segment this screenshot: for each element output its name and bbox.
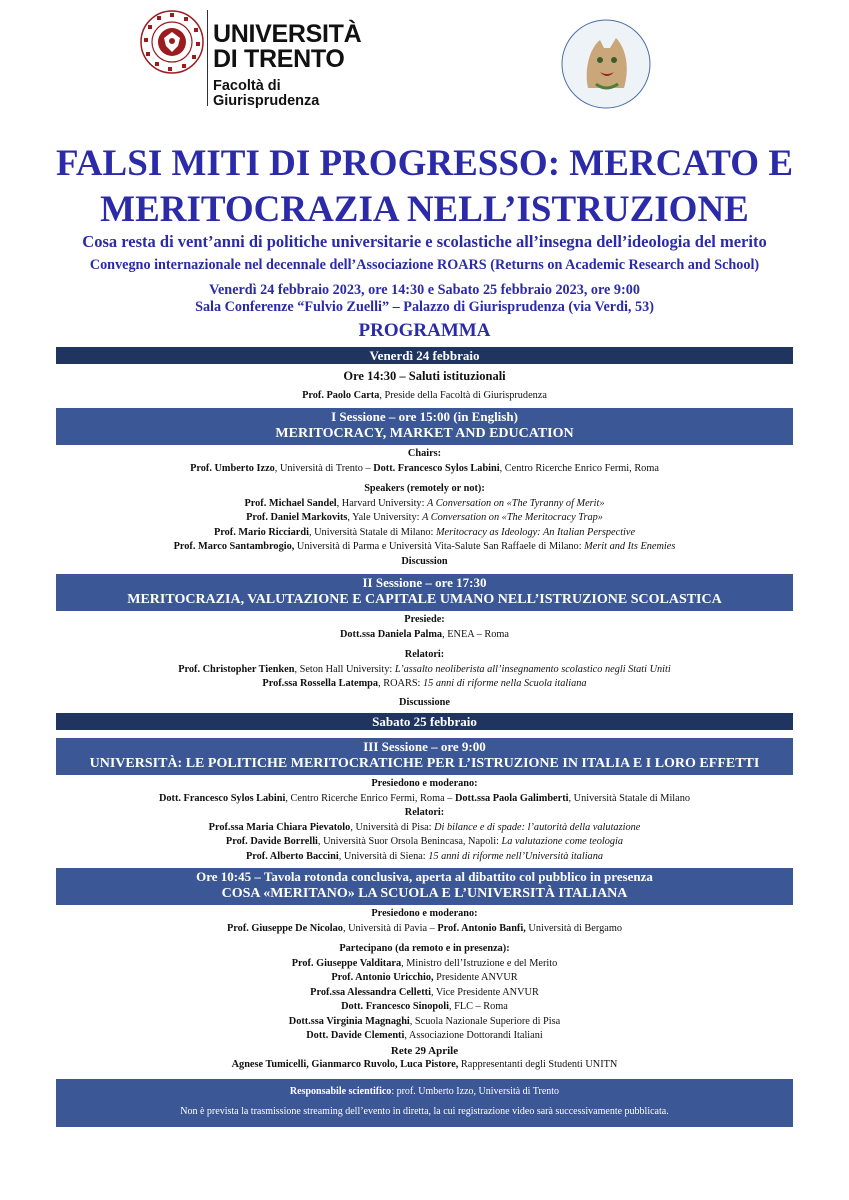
discussion-text: Discussion	[401, 555, 448, 567]
session3-speakers-label	[0, 806, 849, 821]
event-dates-venue	[0, 282, 849, 316]
chair2-aff: , Centro Ricerche Enrico Fermi, Roma	[499, 462, 659, 474]
university-seal-icon	[140, 10, 204, 74]
speaker-row	[0, 821, 849, 836]
session1-chairs-label	[0, 447, 849, 462]
speaker-row	[0, 835, 849, 850]
event-title	[20, 141, 829, 233]
day1-bar: Venerdì 24 febbraio	[56, 347, 793, 364]
roundtable-title: COSA «MERITANO» LA SCUOLA E L’UNIVERSITÀ ITALIANA	[221, 886, 628, 901]
saluti-speaker-role: , Preside della Facoltà di Giurisprudenza	[379, 390, 547, 401]
saluti-speaker	[0, 389, 849, 404]
chair2-aff: Università di Bergamo	[525, 922, 622, 934]
saluti-block	[0, 368, 849, 404]
session1-speakers-label	[0, 482, 849, 497]
speaker-name: Prof. Alberto Baccini	[245, 850, 339, 862]
speaker-name: Prof. Daniel Markovits	[246, 512, 348, 523]
speaker-talk: 15 anni di riforme nell’Università italiana	[428, 850, 604, 862]
speakers-label-text: Relatori:	[404, 649, 445, 660]
participant-aff: , Scuola Nazionale Superiore di Pisa	[409, 1015, 561, 1027]
session2-discussion	[0, 696, 849, 711]
faculty-name	[213, 79, 319, 109]
chair1-aff: , Università di Pavia –	[342, 922, 438, 934]
session2-chair-label	[0, 613, 849, 628]
chair2-name: Prof. Antonio Banfi,	[437, 922, 526, 934]
students-aff: Rappresentanti degli Studenti UNITN	[458, 1059, 618, 1070]
session1-chairs	[0, 462, 849, 477]
speaker-talk: A Conversation on «The Meritocracy Trap»	[422, 512, 603, 523]
session1-time: I Sessione – ore 15:00 (in English)	[331, 409, 518, 424]
session3-time: III Sessione – ore 9:00	[363, 739, 486, 754]
speaker-talk: Di bilance e di spade: l’autorità della valutazione	[434, 821, 641, 833]
roundtable-bar	[56, 868, 793, 905]
speaker-talk: Merit and Its Enemies	[584, 541, 676, 552]
speakers-label-text: Speakers (remotely or not):	[364, 483, 485, 494]
speaker-name: Prof.ssa Maria Chiara Pievatolo	[208, 821, 351, 833]
speaker-name: Prof. Michael Sandel	[244, 497, 337, 509]
event-subtitle: Cosa resta di vent’anni di politiche universitarie e scolastiche all’insegna dell’ideologia del merito	[82, 232, 767, 251]
session2-time: II Sessione – ore 17:30	[362, 575, 487, 590]
roundtable-chair-label	[0, 907, 849, 922]
footer-resp-label: Responsabile scientifico	[289, 1086, 392, 1097]
header	[0, 0, 849, 140]
rete-label	[0, 1044, 849, 1059]
speaker-aff: , Harvard University:	[336, 497, 428, 509]
speaker-name: Prof. Mario Ricciardi	[213, 526, 309, 538]
programma-heading: PROGRAMMA	[358, 320, 491, 341]
faculty-name-line2: Giurisprudenza	[213, 93, 320, 109]
participant-name: Prof. Antonio Uricchio,	[331, 972, 434, 983]
speaker-row	[0, 497, 849, 512]
session1-discussion	[0, 555, 849, 570]
footer-resp-value: : prof. Umberto Izzo, Università di Trento	[391, 1086, 560, 1097]
speaker-aff: Università di Parma e Università Vita-Salute San Raffaele di Milano:	[294, 541, 585, 552]
speaker-aff: , Yale University:	[347, 512, 423, 523]
chair-label-text: Presiedono e moderano:	[371, 908, 478, 919]
roundtable-content	[0, 907, 849, 1073]
speaker-aff: , ROARS:	[378, 678, 423, 689]
session1-title: MERITOCRACY, MARKET AND EDUCATION	[275, 426, 574, 441]
session1-content	[0, 447, 849, 569]
chair-name: Dott.ssa Daniela Palma	[339, 628, 443, 640]
students-names: Agnese Tumicelli, Gianmarco Ruvolo, Luca Pistore,	[231, 1059, 459, 1070]
roundtable-chairs	[0, 922, 849, 937]
speaker-aff: , Seton Hall University:	[294, 663, 395, 675]
students-row	[0, 1058, 849, 1073]
speaker-name: Prof. Marco Santambrogio,	[173, 541, 295, 552]
chair-label-text: Presiede:	[404, 614, 445, 625]
session2-content	[0, 613, 849, 710]
speaker-name: Prof. Christopher Tienken	[178, 663, 295, 675]
session2-chair	[0, 628, 849, 643]
speaker-aff: , Università di Pisa:	[350, 821, 435, 833]
session3-chair-label	[0, 777, 849, 792]
speaker-talk: 15 anni di riforme nella Scuola italiana	[422, 678, 587, 689]
speaker-name: Prof.ssa Rossella Latempa	[262, 678, 379, 689]
chair1-name: Dott. Francesco Sylos Labini	[158, 792, 286, 804]
speaker-talk: L’assalto neoliberista all’insegnamento scolastico negli Stati Uniti	[394, 663, 671, 675]
convegno-description: Convegno internazionale nel decennale dell’Associazione ROARS (Returns on Academic Research and School)	[89, 257, 760, 273]
participant-row	[0, 1015, 849, 1030]
speaker-talk: A Conversation on «The Tyranny of Merit»	[427, 497, 605, 509]
chair1-name: Prof. Umberto Izzo	[190, 462, 275, 474]
session3-content	[0, 777, 849, 864]
participant-row	[0, 971, 849, 986]
participant-aff: , FLC – Roma	[448, 1001, 508, 1012]
participants-label-text: Partecipano (da remoto e in presenza):	[339, 943, 510, 954]
speaker-row	[0, 677, 849, 692]
footer-responsabile	[56, 1079, 793, 1099]
session3-title: UNIVERSITÀ: LE POLITICHE MERITOCRATICHE PER L’ISTRUZIONE IN ITALIA E I LORO EFFETTI	[89, 756, 760, 771]
footer	[56, 1079, 793, 1127]
participant-row	[0, 1029, 849, 1044]
chair2-aff: , Università Statale di Milano	[568, 792, 691, 804]
session2-bar	[56, 574, 793, 611]
speaker-row	[0, 511, 849, 526]
roundtable-participants-label	[0, 942, 849, 957]
roundtable-time: Ore 10:45 – Tavola rotonda conclusiva, aperta al dibattito col pubblico in presenza	[196, 869, 653, 884]
saluti-speaker-name: Prof. Paolo Carta	[302, 390, 380, 401]
speakers-label-text: Relatori:	[404, 807, 445, 818]
footer-note: Non è prevista la trasmissione streaming dell’evento in diretta, la cui registrazione video sarà successivamente pubblicata.	[180, 1106, 669, 1117]
university-name	[213, 22, 361, 72]
speaker-talk: Meritocracy as Ideology: An Italian Perspective	[435, 526, 636, 538]
event-title-line1: FALSI MITI DI PROGRESSO: MERCATO E	[55, 143, 794, 184]
chairs-label-text: Chairs:	[407, 448, 442, 459]
faculty-name-line1: Facoltà di	[213, 78, 281, 94]
participant-row	[0, 957, 849, 972]
university-name-line1: UNIVERSITÀ	[213, 20, 362, 48]
participant-aff: , Associazione Dottorandi Italiani	[404, 1030, 543, 1041]
participant-row	[0, 1000, 849, 1015]
participant-name: Dott. Davide Clementi	[306, 1030, 405, 1041]
participant-name: Prof. Giuseppe Valditara	[291, 957, 402, 969]
participant-aff: Presidente ANVUR	[433, 972, 518, 983]
saluti-heading: Ore 14:30 – Saluti istituzionali	[343, 369, 506, 383]
speaker-name: Prof. Davide Borrelli	[225, 836, 318, 847]
participant-name: Dott.ssa Virginia Magnaghi	[288, 1015, 410, 1027]
speaker-aff: , Università di Siena:	[338, 850, 429, 862]
speaker-aff: , Università Suor Orsola Benincasa, Napoli:	[317, 836, 502, 847]
participant-aff: , Vice Presidente ANVUR	[430, 986, 539, 998]
speaker-aff: , Università Statale di Milano:	[308, 526, 436, 538]
speaker-row	[0, 540, 849, 555]
roars-logo-icon	[560, 18, 652, 110]
chair2-name: Dott.ssa Paola Galimberti	[454, 792, 569, 804]
session3-chairs	[0, 792, 849, 807]
session2-speakers-label	[0, 648, 849, 663]
event-venue: Sala Conferenze “Fulvio Zuelli” – Palazzo di Giurisprudenza (via Verdi, 53)	[195, 299, 654, 315]
participant-aff: , Ministro dell’Istruzione e del Merito	[401, 957, 558, 969]
rete-text: Rete 29 Aprile	[390, 1044, 459, 1057]
chair-label-text: Presiedono e moderano:	[371, 778, 478, 789]
participant-name: Dott. Francesco Sinopoli	[341, 1001, 449, 1012]
event-title-line2: MERITOCRAZIA NELL’ISTRUZIONE	[100, 189, 749, 230]
university-name-line2: DI TRENTO	[213, 45, 345, 73]
chair2-name: Dott. Francesco Sylos Labini	[373, 462, 500, 474]
logo-divider	[207, 10, 208, 106]
event-dates: Venerdì 24 febbraio 2023, ore 14:30 e Sabato 25 febbraio 2023, ore 9:00	[209, 282, 640, 298]
speaker-row	[0, 850, 849, 865]
session3-bar	[56, 738, 793, 775]
discussion-text: Discussione	[399, 696, 450, 708]
speaker-row	[0, 526, 849, 541]
session2-title: MERITOCRAZIA, VALUTAZIONE E CAPITALE UMANO NELL’ISTRUZIONE SCOLASTICA	[127, 592, 722, 607]
speaker-talk: La valutazione come teologia	[501, 836, 624, 847]
session1-bar	[56, 408, 793, 445]
chair1-aff: , Centro Ricerche Enrico Fermi, Roma –	[285, 792, 455, 804]
speaker-row	[0, 663, 849, 678]
day2-bar: Sabato 25 febbraio	[56, 713, 793, 730]
participant-row	[0, 986, 849, 1001]
chair-aff: , ENEA – Roma	[442, 628, 510, 640]
chair1-aff: , Università di Trento –	[274, 462, 374, 474]
chair1-name: Prof. Giuseppe De Nicolao	[227, 922, 343, 934]
participant-name: Prof.ssa Alessandra Celletti	[310, 986, 431, 998]
